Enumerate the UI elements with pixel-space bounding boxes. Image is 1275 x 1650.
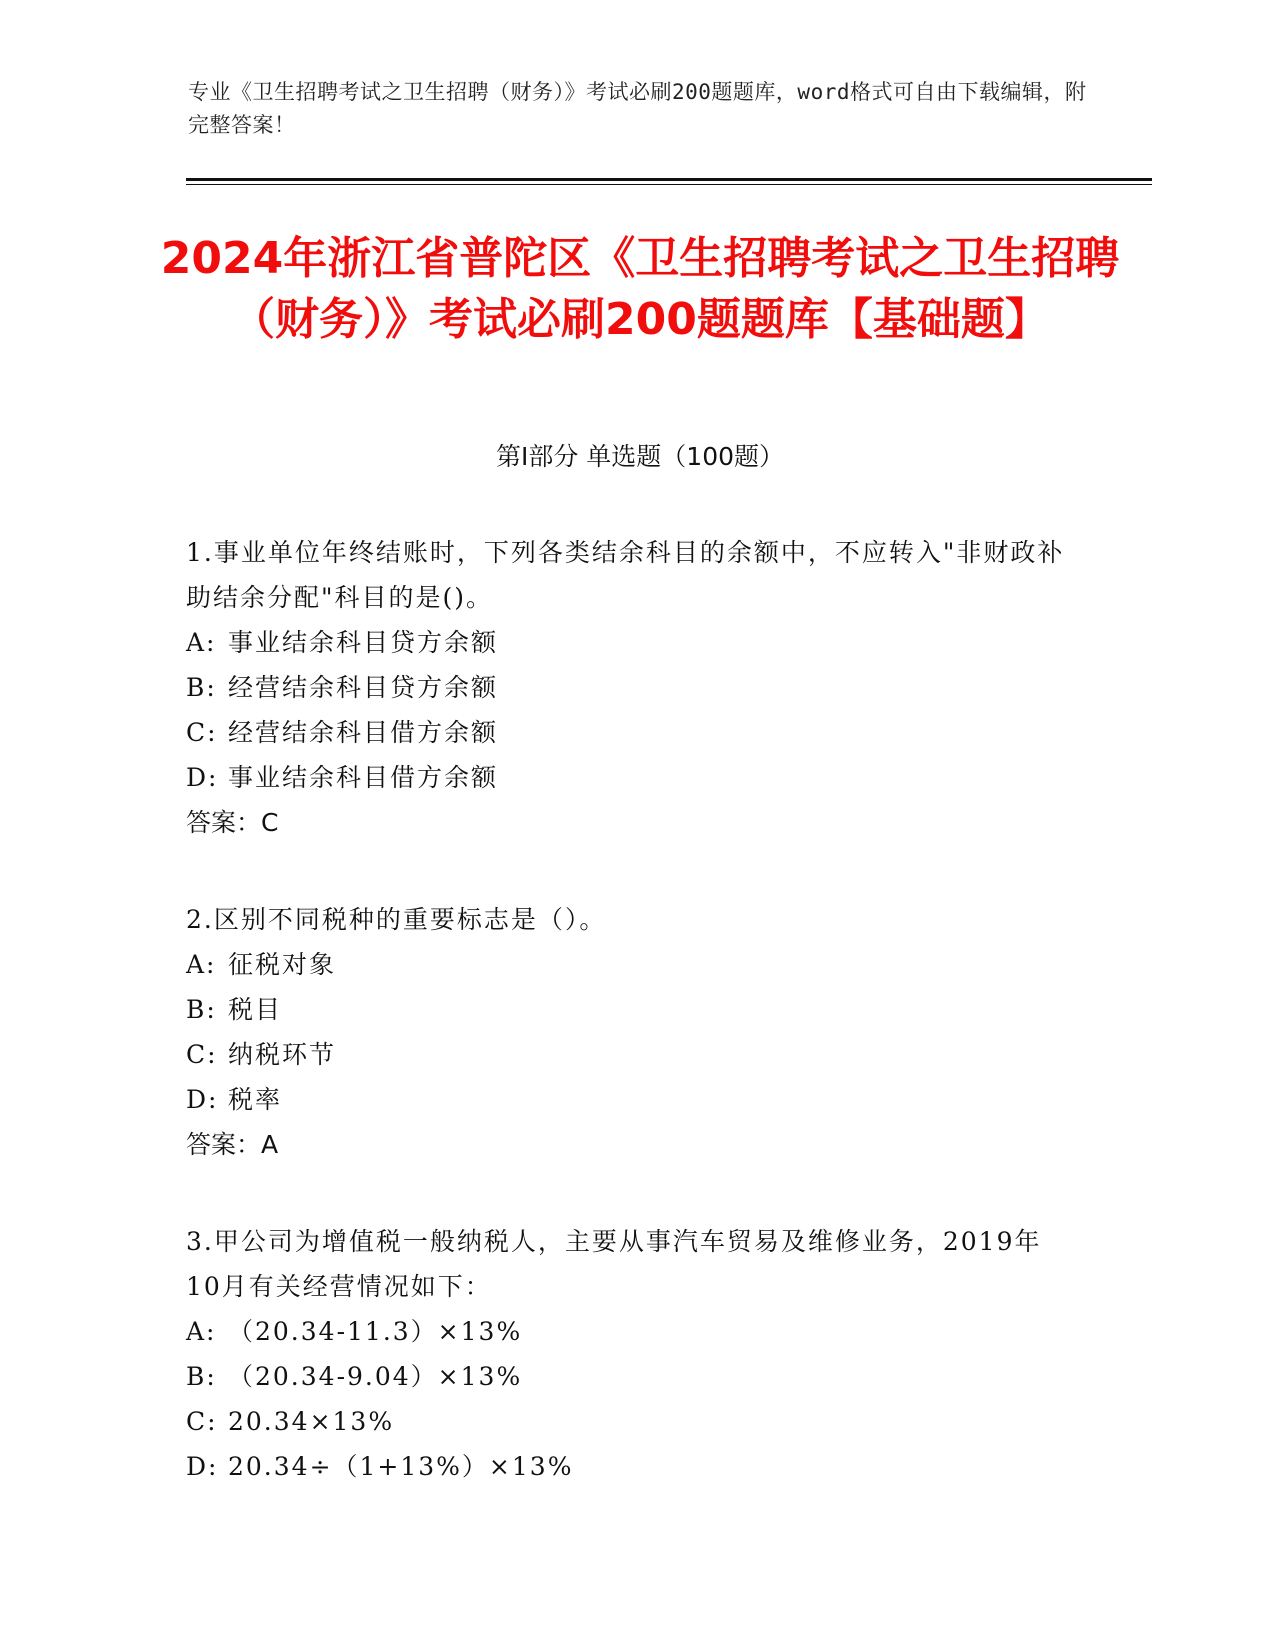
option-c [186, 1399, 1066, 1444]
option-key: B: [186, 995, 217, 1024]
option-text: 纳税环节 [228, 1040, 337, 1069]
option-c [186, 1032, 1066, 1077]
document-title: 2024年浙江省普陀区《卫生招聘考试之卫生招聘（财务）》考试必刷200题题库【基础题】 [160, 233, 1120, 345]
option-text: 经营结余科目借方余额 [228, 718, 499, 747]
answer-line: 答案：A [186, 1130, 279, 1159]
question-text: 2.区别不同税种的重要标志是（）。 [186, 905, 607, 934]
option-text: 税目 [228, 995, 283, 1024]
question-text: 1.事业单位年终结账时，下列各类结余科目的余额中，不应转入"非财政补助结余分配"科目的是()。 [186, 538, 1065, 612]
section-title: 第I部分 单选题（100题） [495, 442, 785, 471]
question-list [186, 530, 1066, 1541]
option-key: D: [186, 1085, 219, 1114]
option-b [186, 665, 1066, 710]
option-a [186, 620, 1066, 665]
option-key: B: [186, 1362, 217, 1391]
option-key: A: [186, 950, 217, 979]
option-text: （20.34-11.3）×13% [228, 1317, 523, 1346]
option-text: 事业结余科目借方余额 [228, 763, 499, 792]
option-key: C: [186, 1040, 218, 1069]
question-3 [186, 1219, 1066, 1489]
option-text: 20.34÷（1+13%）×13% [228, 1452, 574, 1481]
option-b [186, 987, 1066, 1032]
option-a [186, 942, 1066, 987]
option-text: 20.34×13% [228, 1407, 395, 1436]
option-key: C: [186, 1407, 218, 1436]
header-note: 专业《卫生招聘考试之卫生招聘（财务）》考试必刷200题题库，word格式可自由下载编辑，附完整答案！ [188, 80, 1087, 137]
option-text: 事业结余科目贷方余额 [228, 628, 499, 657]
option-key: A: [186, 628, 217, 657]
option-a [186, 1309, 1066, 1354]
question-1 [186, 530, 1066, 845]
option-c [186, 710, 1066, 755]
header-rule-thin [186, 184, 1152, 185]
option-text: （20.34-9.04）×13% [228, 1362, 523, 1391]
option-d [186, 1077, 1066, 1122]
option-text: 税率 [228, 1085, 283, 1114]
option-b [186, 1354, 1066, 1399]
option-key: D: [186, 763, 219, 792]
question-2 [186, 897, 1066, 1167]
answer-line: 答案：C [186, 808, 279, 837]
question-text: 3.甲公司为增值税一般纳税人，主要从事汽车贸易及维修业务，2019年10月有关经营情况如下： [186, 1227, 1042, 1301]
option-key: A: [186, 1317, 217, 1346]
option-key: C: [186, 718, 218, 747]
option-d [186, 755, 1066, 800]
option-key: D: [186, 1452, 219, 1481]
option-key: B: [186, 673, 217, 702]
option-text: 经营结余科目贷方余额 [228, 673, 499, 702]
option-text: 征税对象 [228, 950, 337, 979]
option-d [186, 1444, 1066, 1489]
header-rule-thick [186, 178, 1152, 181]
